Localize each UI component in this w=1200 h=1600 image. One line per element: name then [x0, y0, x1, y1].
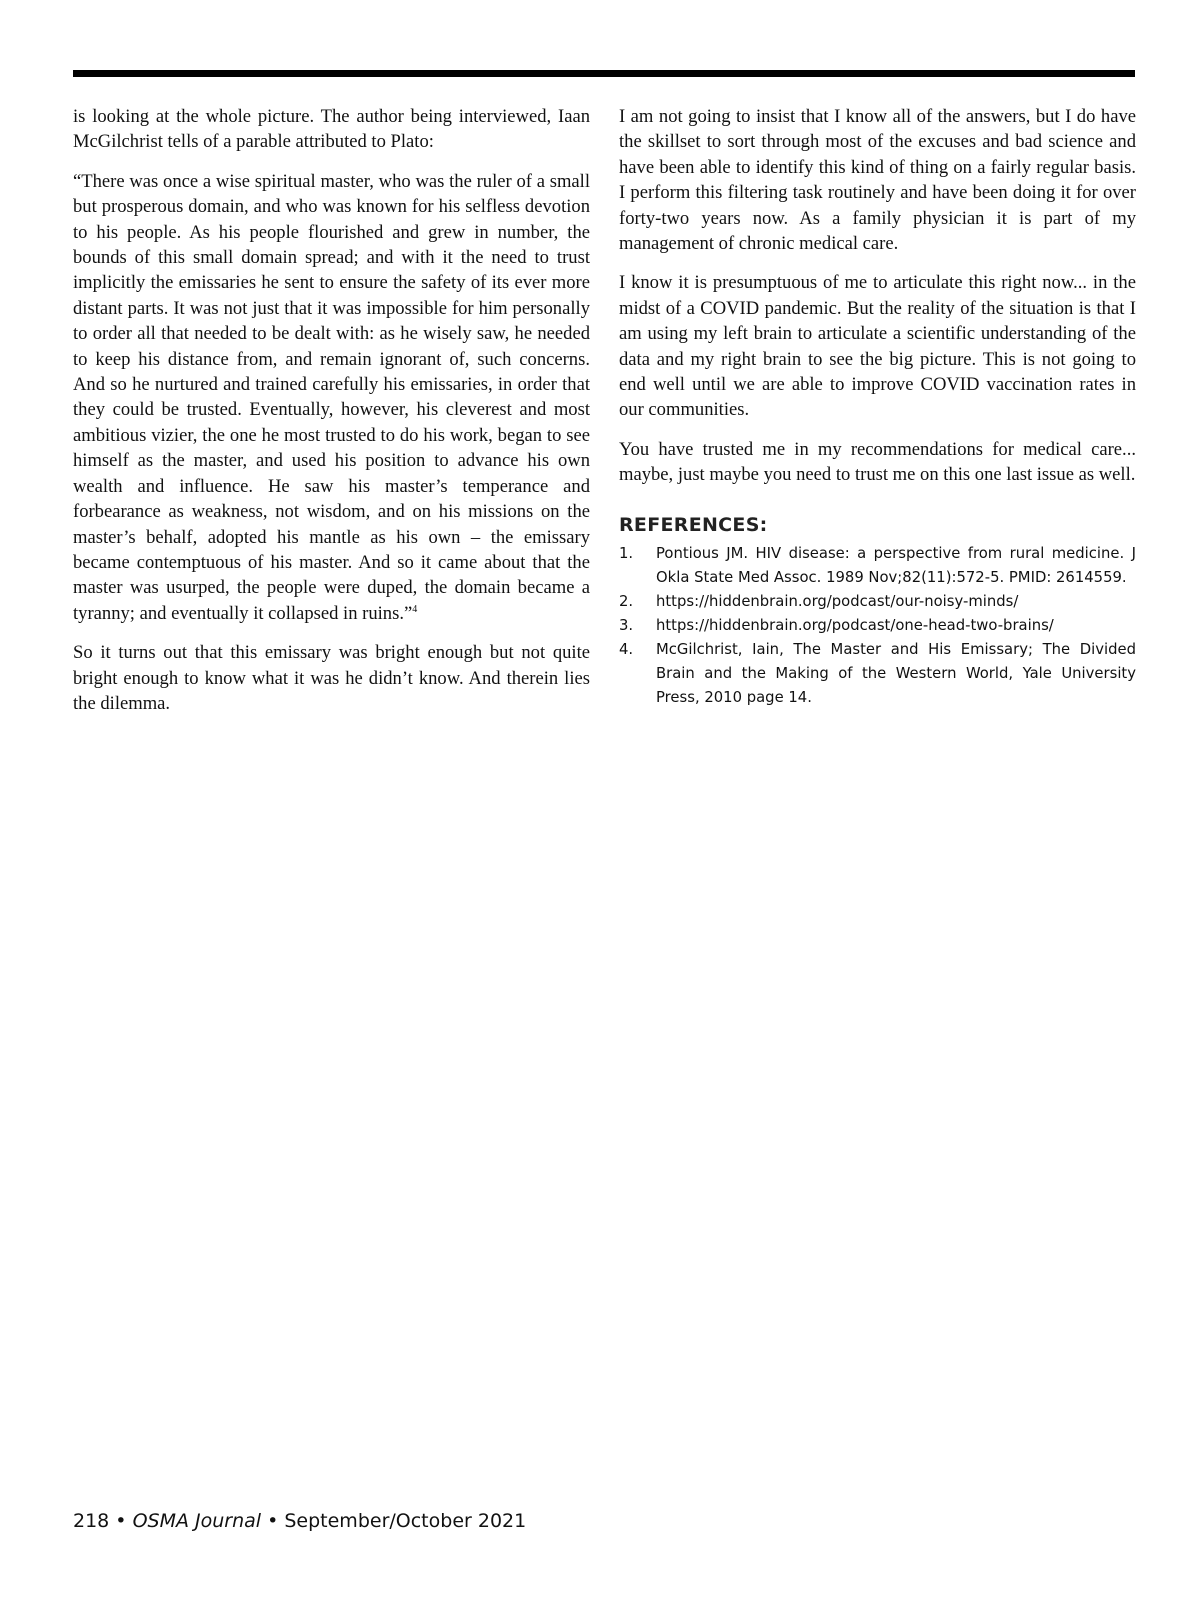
reference-item	[619, 590, 1136, 614]
page-footer	[73, 1510, 526, 1532]
reference-text: Pontious JM. HIV disease: a perspective from rural medicine. J Okla State Med Assoc. 1989 Nov;82(11):572-5. PMID: 2614559.	[656, 544, 1136, 586]
reference-number: 4.	[619, 640, 634, 658]
footer-separator: •	[109, 1510, 133, 1532]
body-paragraph: I am not going to insist that I know all of the answers, but I do have the skillset to sort through most of the excuses and bad science and have been able to identify this kind of thing on a fairly regular basis. I perform this filtering task routinely and have been doing it for over forty-two years now. As a family physician it is part of my management of chronic medical care.	[619, 106, 1136, 255]
body-paragraph: is looking at the whole picture. The author being interviewed, Iaan McGilchrist tells of a parable attributed to Plato:	[73, 106, 590, 153]
reference-text: https://hiddenbrain.org/podcast/our-noisy-minds/	[656, 592, 1019, 610]
reference-item	[619, 638, 1136, 710]
references-heading: REFERENCES:	[619, 513, 768, 536]
quote-paragraph	[73, 169, 590, 626]
reference-number: 2.	[619, 592, 634, 610]
reference-number: 1.	[619, 544, 634, 562]
right-column	[619, 104, 1136, 710]
references-list	[619, 542, 1136, 710]
top-rule	[73, 70, 1135, 77]
reference-text: https://hiddenbrain.org/podcast/one-head-two-brains/	[656, 616, 1054, 634]
body-paragraph: You have trusted me in my recommendations for medical care... maybe, just maybe you need to trust me on this one last issue as well.	[619, 438, 1136, 486]
footer-separator: •	[261, 1510, 285, 1532]
body-paragraph: I know it is presumptuous of me to articulate this right now... in the midst of a COVID pandemic. But the reality of the situation is that I am using my left brain to articulate a scientific understanding of the data and my right brain to see the big picture. This is not going to end well until we are able to improve COVID vaccination rates in our communities.	[619, 272, 1136, 421]
reference-item	[619, 542, 1136, 590]
reference-text: McGilchrist, Iain, The Master and His Emissary; The Divided Brain and the Making of the Western World, Yale University Press, 2010 page 14.	[656, 640, 1136, 706]
quote-text: “There was once a wise spiritual master, who was the ruler of a small but prosperous domain, and who was known for his selfless devotion to his people. As his people flourished and grew in number, the bounds of this small domain spread; and with it the need to trust implicitly the emissaries he sent to ensure the safety of its ever more distant parts. It was not just that it was impossible for him personally to order all that needed to be dealt with: as he wisely saw, he needed to keep his distance from, and remain ignorant of, such concerns. And so he nurtured and trained carefully his emissaries, in order that they could be trusted. Eventually, however, his cleverest and most ambitious vizier, the one he most trusted to do his work, began to see himself as the master, and used his position to advance his own wealth and influence. He saw his master’s temperance and forbearance as weakness, not wisdom, and on his missions on the master’s behalf, adopted his mantle as his own – the emissary became contemptuous of his master. And so it came about that the master was usurped, the people were duped, the domain became a tyranny; and eventually it collapsed in ruins.”	[73, 170, 590, 624]
reference-item	[619, 614, 1136, 638]
left-column	[73, 104, 590, 730]
issue-date: September/October 2021	[284, 1510, 527, 1532]
body-paragraph: So it turns out that this emissary was bright enough but not quite bright enough to know what it was he didn’t know. And therein lies the dilemma.	[73, 642, 590, 714]
page-number: 218	[73, 1510, 110, 1532]
reference-number: 3.	[619, 616, 634, 634]
footnote-marker: 4	[412, 603, 418, 615]
journal-name: OSMA Journal	[132, 1510, 262, 1532]
